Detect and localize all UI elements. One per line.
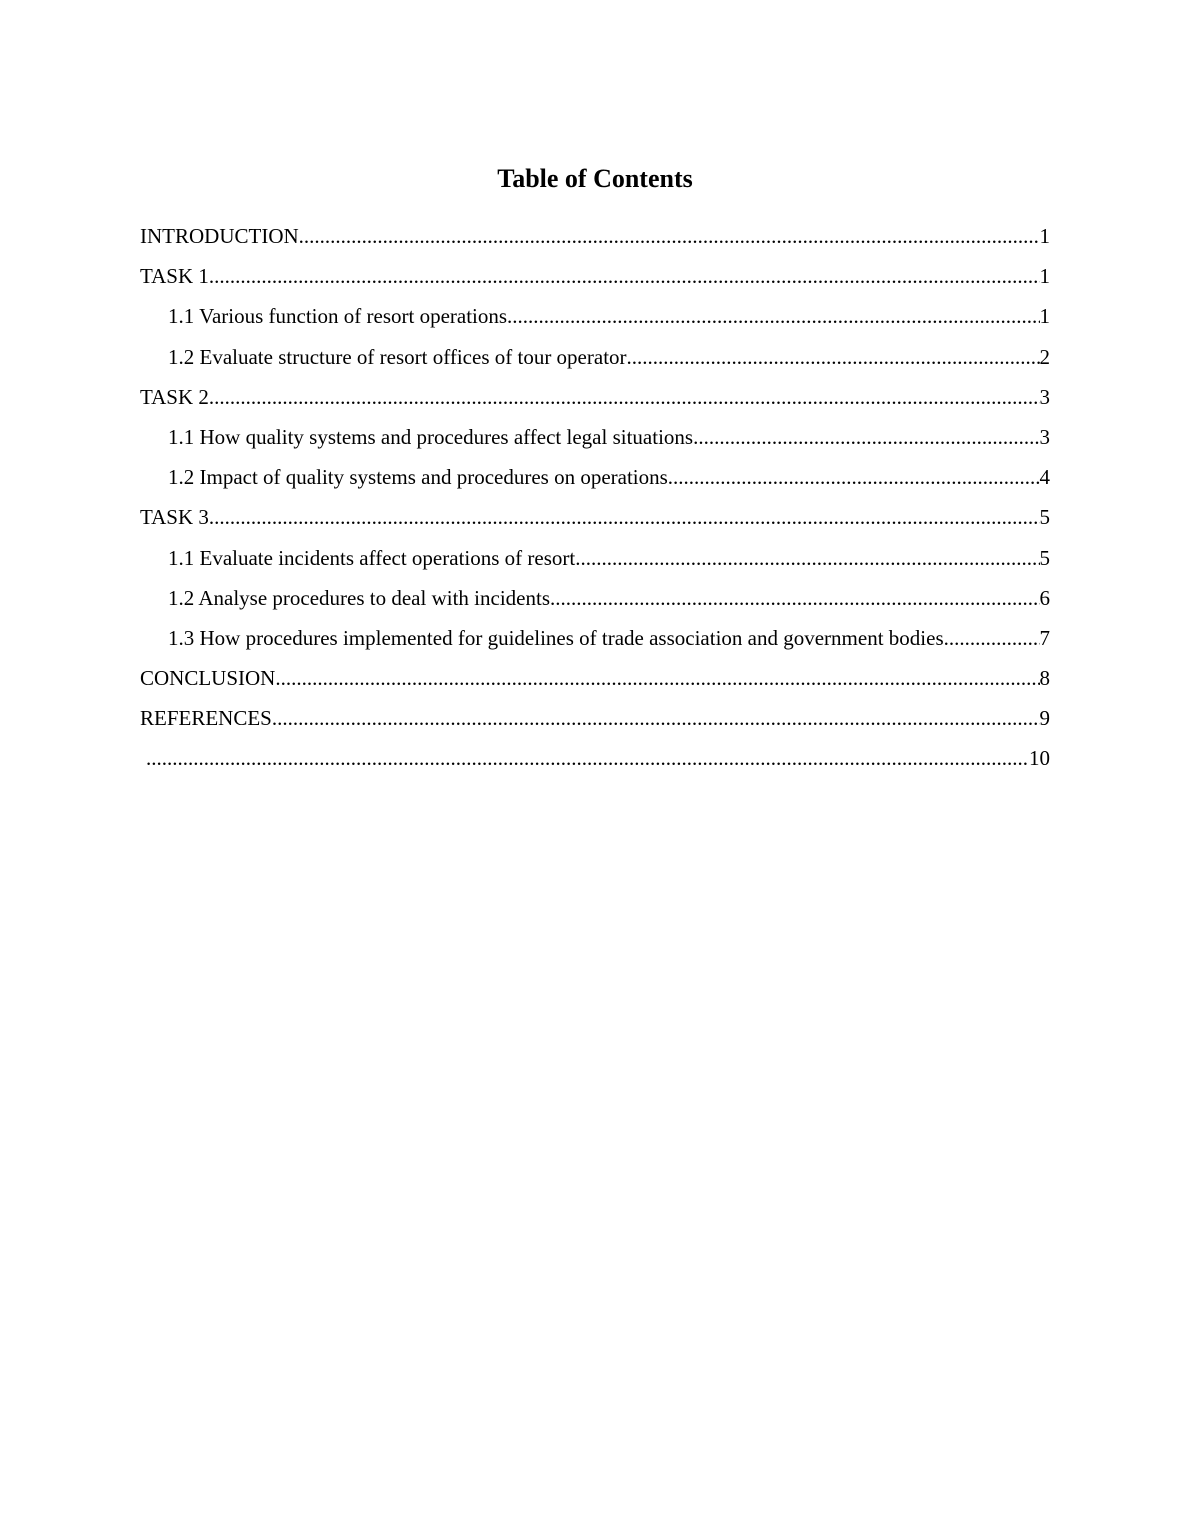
toc-entry-untitled[interactable] [140, 738, 1050, 778]
toc-entry-references[interactable] [140, 698, 1050, 738]
toc-page-number: 9 [1039, 706, 1050, 731]
toc-page-number: 5 [1039, 505, 1050, 530]
toc-entry-label: CONCLUSION [140, 666, 276, 691]
toc-leader-dots [668, 457, 1040, 497]
toc-page-number: 8 [1039, 666, 1050, 691]
toc-page-number: 1 [1039, 224, 1050, 248]
toc-page-number: 7 [1039, 625, 1050, 650]
toc-leader-dots [275, 658, 1039, 698]
toc-entry-label: TASK 3 [140, 505, 209, 530]
toc-leader-dots [949, 618, 1040, 658]
toc-entry-label: 1.2 Evaluate structure of resort offices of tour operator [168, 344, 627, 369]
toc-entry-label: TASK 2 [140, 384, 209, 409]
toc-entry-task-2[interactable] [140, 377, 1050, 417]
toc-list [140, 216, 1050, 779]
toc-page-number: 4 [1039, 465, 1050, 490]
toc-entry-conclusion[interactable] [140, 658, 1050, 698]
toc-leader-dots [627, 337, 1040, 377]
toc-leader-dots [575, 538, 1039, 578]
toc-entry-task-3[interactable] [140, 497, 1050, 537]
toc-leader-dots [209, 377, 1040, 417]
toc-entry-task-2-1[interactable] [140, 417, 1050, 457]
toc-leader-dots [209, 256, 1040, 296]
toc-leader-dots [507, 296, 1039, 336]
toc-entry-task-1-1[interactable] [140, 296, 1050, 336]
toc-page-number: 6 [1039, 585, 1050, 610]
toc-entry-label: 1.3 How procedures implemented for guidelines of trade association and government bodies. [168, 625, 949, 650]
toc-leader-dots [299, 216, 1040, 256]
toc-entry-task-3-1[interactable] [140, 538, 1050, 578]
toc-entry-label: TASK 1 [140, 264, 209, 289]
toc-leader-dots [693, 417, 1039, 457]
toc-entry-label: 1.2 Analyse procedures to deal with incidents [168, 585, 550, 610]
toc-page-number: 3 [1039, 384, 1050, 409]
toc-entry-task-2-2[interactable] [140, 457, 1050, 497]
toc-page-number: 10 [1029, 746, 1050, 771]
toc-entry-label: 1.1 How quality systems and procedures affect legal situations [168, 424, 694, 449]
toc-entry-label: 1.1 Various function of resort operations [168, 304, 508, 329]
toc-leader-dots [272, 698, 1040, 738]
toc-entry-task-1[interactable] [140, 256, 1050, 296]
toc-entry-task-1-2[interactable] [140, 337, 1050, 377]
toc-page-number: 1 [1039, 304, 1050, 329]
toc-entry-introduction[interactable] [140, 216, 1050, 256]
toc-entry-label: INTRODUCTION [140, 224, 299, 248]
toc-entry-label: 1.1 Evaluate incidents affect operations of resort [168, 545, 576, 570]
toc-leader-dots [146, 738, 1029, 778]
toc-leader-dots [550, 578, 1040, 618]
toc-entry-task-3-3[interactable] [140, 618, 1050, 658]
toc-entry-label: REFERENCES [140, 706, 272, 731]
toc-page-number: 3 [1039, 424, 1050, 449]
toc-leader-dots [209, 497, 1040, 537]
toc-page-number: 2 [1039, 344, 1050, 369]
toc-entry-label: 1.2 Impact of quality systems and procedures on operations [168, 465, 668, 490]
toc-entry-task-3-2[interactable] [140, 578, 1050, 618]
toc-page-number: 5 [1039, 545, 1050, 570]
toc-page-number: 1 [1039, 264, 1050, 289]
toc-title: Table of Contents [497, 164, 693, 193]
